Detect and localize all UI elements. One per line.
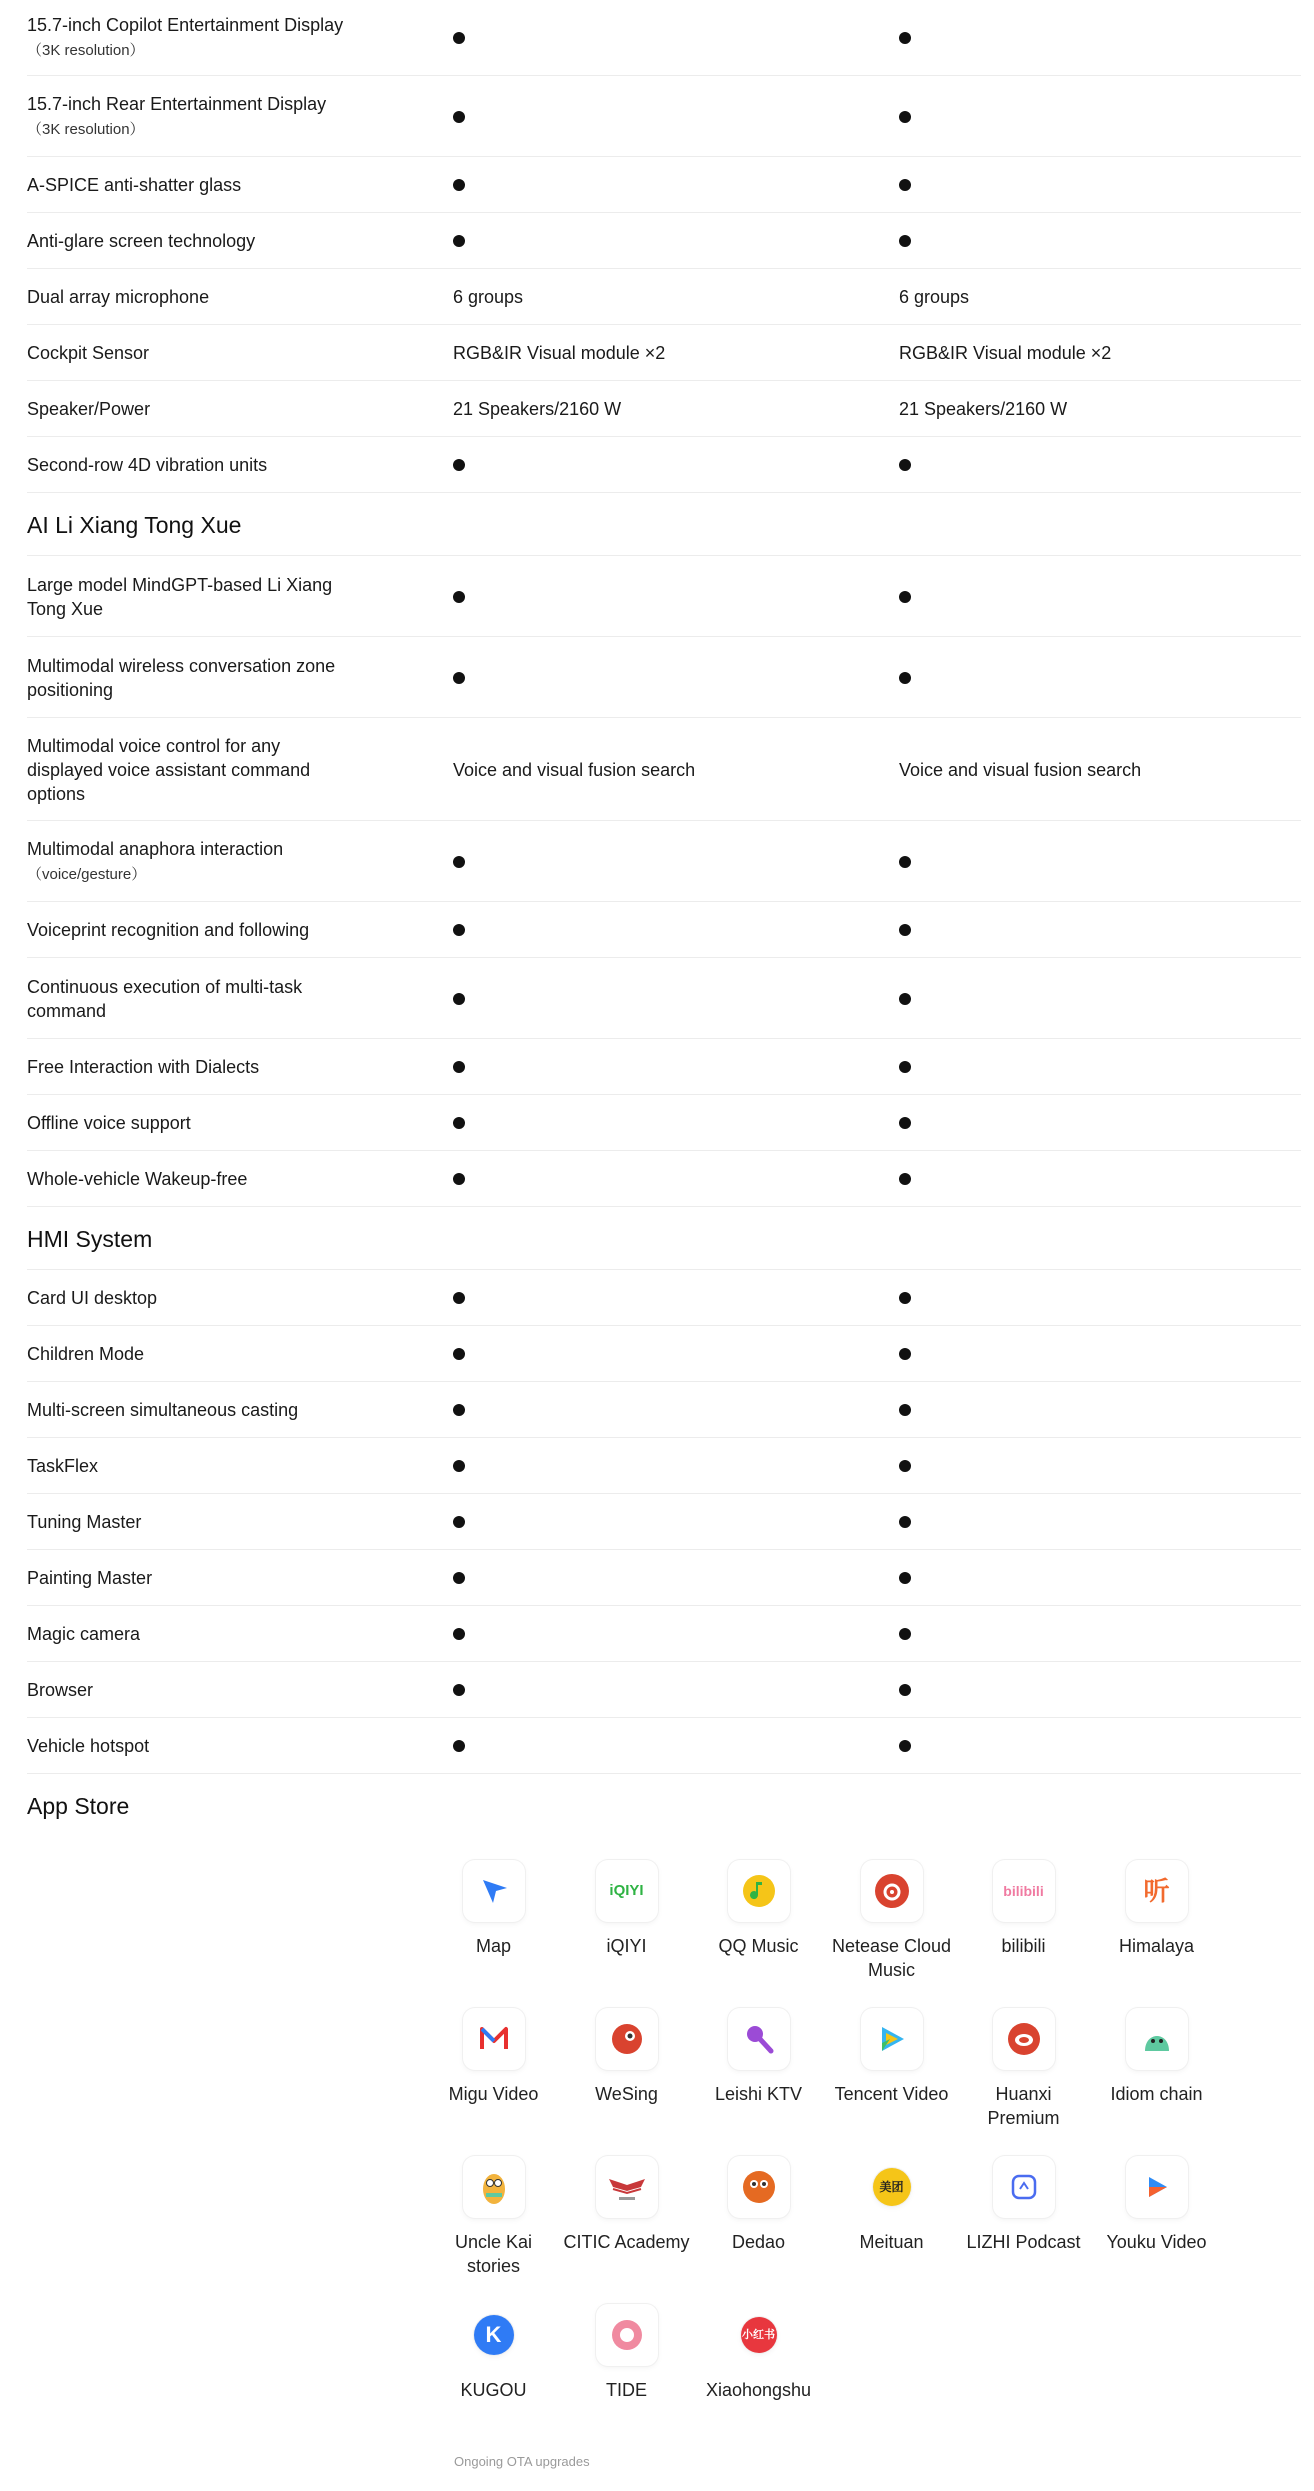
- standard-feature-dot-icon: [453, 179, 465, 191]
- spec-row: [27, 1438, 1301, 1494]
- value-col-1: [453, 987, 465, 1011]
- app-tile[interactable]: [560, 2304, 693, 2402]
- tencent-video-icon: [861, 2008, 923, 2070]
- value-col-1: [453, 1454, 465, 1478]
- spec-label-text: Voiceprint recognition and following: [27, 920, 310, 940]
- standard-feature-dot-icon: [899, 856, 911, 868]
- standard-feature-dot-icon: [899, 1684, 911, 1696]
- spec-label: [27, 1286, 347, 1310]
- lizhi-podcast-icon: [993, 2156, 1055, 2218]
- app-tile[interactable]: [427, 1860, 560, 1958]
- spec-label-note: （voice/gesture）: [27, 866, 147, 883]
- spec-label: [27, 92, 347, 142]
- spec-label: [27, 397, 347, 421]
- value-col-2: [899, 666, 911, 690]
- value-col-1: [453, 1678, 465, 1702]
- app-tile[interactable]: [957, 2156, 1090, 2254]
- spec-row: [27, 1382, 1301, 1438]
- value-col-1: [453, 1734, 465, 1758]
- spec-row: [27, 1326, 1301, 1382]
- standard-feature-dot-icon: [899, 1460, 911, 1472]
- app-tile[interactable]: [825, 1860, 958, 1982]
- spec-label: [27, 229, 347, 253]
- spec-label-text: Continuous execution of multi-task command: [27, 977, 303, 1021]
- standard-feature-dot-icon: [899, 591, 911, 603]
- youku-icon: [1126, 2156, 1188, 2218]
- bilibili-icon: [993, 1860, 1055, 1922]
- app-name: Xiaohongshu: [705, 2380, 812, 2400]
- standard-feature-dot-icon: [899, 1628, 911, 1640]
- standard-feature-dot-icon: [899, 235, 911, 247]
- value-col-2: [899, 453, 911, 477]
- standard-feature-dot-icon: [899, 924, 911, 936]
- value-col-2: [899, 918, 911, 942]
- spec-label-text: Speaker/Power: [27, 399, 151, 419]
- value-col-2: [899, 105, 911, 129]
- standard-feature-dot-icon: [453, 111, 465, 123]
- standard-feature-dot-icon: [453, 459, 465, 471]
- spec-row: [27, 1662, 1301, 1718]
- value-col-2: [899, 1454, 911, 1478]
- spec-label: [27, 285, 347, 309]
- spec-label-text: Children Mode: [27, 1344, 145, 1364]
- spec-label: [27, 654, 347, 702]
- spec-label-text: Tuning Master: [27, 1512, 142, 1532]
- uncle-kai-icon: [463, 2156, 525, 2218]
- value-col-1: [453, 26, 465, 50]
- spec-label: [27, 1055, 347, 1079]
- tide-icon: [596, 2304, 658, 2366]
- standard-feature-dot-icon: [453, 1516, 465, 1528]
- value-col-1: [453, 453, 465, 477]
- app-tile[interactable]: [560, 2156, 693, 2254]
- app-logo-text: iQIYI: [609, 1882, 644, 1899]
- standard-feature-dot-icon: [453, 32, 465, 44]
- app-name: QQ Music: [718, 1936, 799, 1956]
- app-name: Uncle Kai stories: [454, 2232, 533, 2276]
- app-tile[interactable]: [1090, 1860, 1223, 1958]
- spec-row: [27, 1550, 1301, 1606]
- standard-feature-dot-icon: [899, 32, 911, 44]
- iqiyi-icon: [596, 1860, 658, 1922]
- value-col-2: Voice and visual fusion search: [899, 760, 1142, 780]
- spec-label-text: Offline voice support: [27, 1113, 191, 1133]
- app-name: WeSing: [595, 2084, 658, 2104]
- spec-row: [27, 718, 1301, 821]
- value-col-2: [899, 229, 911, 253]
- standard-feature-dot-icon: [453, 1404, 465, 1416]
- spec-row: [27, 556, 1301, 637]
- app-name: iQIYI: [606, 1936, 647, 1956]
- app-name: Migu Video: [448, 2084, 539, 2104]
- spec-label: [27, 341, 347, 365]
- spec-label: [27, 918, 347, 942]
- value-col-2: [899, 1734, 911, 1758]
- app-name: TIDE: [605, 2380, 647, 2400]
- value-col-2: [899, 1566, 911, 1590]
- value-col-2: RGB&IR Visual module ×2: [899, 343, 1112, 363]
- spec-row: [27, 157, 1301, 213]
- app-logo-text: 小红书: [742, 2329, 775, 2341]
- standard-feature-dot-icon: [453, 924, 465, 936]
- standard-feature-dot-icon: [899, 459, 911, 471]
- app-tile[interactable]: [825, 2156, 958, 2254]
- standard-feature-dot-icon: [453, 993, 465, 1005]
- value-col-1: [453, 1566, 465, 1590]
- section-title: App Store: [27, 1793, 130, 1819]
- app-tile[interactable]: [825, 2008, 958, 2106]
- standard-feature-dot-icon: [453, 1460, 465, 1472]
- value-col-2: [899, 1622, 911, 1646]
- value-col-1: [453, 585, 465, 609]
- app-tile[interactable]: [1090, 2156, 1223, 2254]
- standard-feature-dot-icon: [453, 1173, 465, 1185]
- standard-feature-dot-icon: [899, 1061, 911, 1073]
- spec-row: [27, 902, 1301, 958]
- spec-row: [27, 1270, 1301, 1326]
- spec-row: [27, 821, 1301, 902]
- spec-row: [27, 213, 1301, 269]
- spec-label-text: TaskFlex: [27, 1456, 99, 1476]
- spec-label: [27, 573, 347, 621]
- app-tile[interactable]: [692, 2008, 825, 2106]
- spec-row: [27, 0, 1301, 76]
- huanxi-icon: [993, 2008, 1055, 2070]
- spec-label-text: A-SPICE anti-shatter glass: [27, 175, 242, 195]
- spec-label: [27, 1622, 347, 1646]
- standard-feature-dot-icon: [453, 1628, 465, 1640]
- spec-label: [27, 1510, 347, 1534]
- kugou-icon: [474, 2315, 514, 2355]
- app-name: Meituan: [859, 2232, 924, 2252]
- value-col-2: [899, 1286, 911, 1310]
- spec-row: [27, 1606, 1301, 1662]
- value-col-2: [899, 1342, 911, 1366]
- app-name: Himalaya: [1118, 1936, 1195, 1956]
- value-col-1: [453, 1055, 465, 1079]
- standard-feature-dot-icon: [899, 1516, 911, 1528]
- standard-feature-dot-icon: [899, 1348, 911, 1360]
- spec-label-text: Large model MindGPT-based Li Xiang Tong Xue: [27, 575, 333, 619]
- value-col-1: [453, 850, 465, 874]
- spec-label: [27, 453, 347, 477]
- section-title: HMI System: [27, 1226, 153, 1252]
- spec-label-text: Cockpit Sensor: [27, 343, 150, 363]
- wesing-icon: [596, 2008, 658, 2070]
- standard-feature-dot-icon: [453, 856, 465, 868]
- app-tile[interactable]: [427, 2008, 560, 2106]
- value-col-2: [899, 585, 911, 609]
- meituan-icon: [873, 2168, 911, 2206]
- value-col-1: [453, 229, 465, 253]
- app-name: Youku Video: [1106, 2232, 1207, 2252]
- spec-label-text: Browser: [27, 1680, 94, 1700]
- spec-label-text: Multi-screen simultaneous casting: [27, 1400, 299, 1420]
- standard-feature-dot-icon: [453, 1292, 465, 1304]
- dedao-icon: [728, 2156, 790, 2218]
- spec-label: [27, 975, 347, 1023]
- map-arrow-icon: [463, 1860, 525, 1922]
- standard-feature-dot-icon: [899, 179, 911, 191]
- spec-label: [27, 1167, 347, 1191]
- standard-feature-dot-icon: [899, 1173, 911, 1185]
- spec-row: [27, 325, 1301, 381]
- value-col-2: [899, 850, 911, 874]
- ota-note: Ongoing OTA upgrades: [454, 2454, 590, 2469]
- spec-row: [27, 269, 1301, 325]
- value-col-1: [453, 1111, 465, 1135]
- spec-label-text: Painting Master: [27, 1568, 153, 1588]
- app-tile[interactable]: [957, 1860, 1090, 1958]
- standard-feature-dot-icon: [899, 1404, 911, 1416]
- standard-feature-dot-icon: [899, 1572, 911, 1584]
- spec-label-text: Anti-glare screen technology: [27, 231, 256, 251]
- app-name: Leishi KTV: [714, 2084, 803, 2104]
- value-col-2: [899, 1111, 911, 1135]
- spec-label: [27, 1398, 347, 1422]
- spec-label-text: Whole-vehicle Wakeup-free: [27, 1169, 248, 1189]
- standard-feature-dot-icon: [453, 672, 465, 684]
- app-tile[interactable]: [427, 2304, 560, 2402]
- app-name: Tencent Video: [834, 2084, 949, 2104]
- value-col-2: [899, 1398, 911, 1422]
- value-col-2: [899, 1678, 911, 1702]
- app-tile[interactable]: [560, 2008, 693, 2106]
- value-col-1: [453, 1622, 465, 1646]
- value-col-1: [453, 1510, 465, 1534]
- spec-label-note: （3K resolution）: [27, 42, 145, 59]
- app-name: LIZHI Podcast: [966, 2232, 1081, 2252]
- spec-label-text: Card UI desktop: [27, 1288, 158, 1308]
- spec-row: [27, 381, 1301, 437]
- spec-label-text: 15.7-inch Copilot Entertainment Display: [27, 15, 344, 35]
- standard-feature-dot-icon: [899, 993, 911, 1005]
- value-col-1: [453, 1342, 465, 1366]
- standard-feature-dot-icon: [453, 1740, 465, 1752]
- standard-feature-dot-icon: [453, 1684, 465, 1696]
- spec-row: [27, 437, 1301, 493]
- spec-row: [27, 1718, 1301, 1774]
- leishi-ktv-icon: [728, 2008, 790, 2070]
- value-col-2: [899, 1055, 911, 1079]
- app-name: Map: [475, 1936, 511, 1956]
- value-col-2: [899, 173, 911, 197]
- app-name: Netease Cloud Music: [831, 1936, 952, 1980]
- spec-label-text: Free Interaction with Dialects: [27, 1057, 260, 1077]
- citic-academy-icon: [596, 2156, 658, 2218]
- spec-row: [27, 958, 1301, 1039]
- spec-label-text: 15.7-inch Rear Entertainment Display: [27, 94, 327, 114]
- spec-label-text: Magic camera: [27, 1624, 141, 1644]
- spec-label: [27, 1111, 347, 1135]
- value-col-1: [453, 1286, 465, 1310]
- value-col-1: [453, 666, 465, 690]
- standard-feature-dot-icon: [453, 1117, 465, 1129]
- spec-row: [27, 637, 1301, 718]
- value-col-1: 6 groups: [453, 287, 524, 307]
- app-name: Huanxi Premium: [987, 2084, 1060, 2128]
- standard-feature-dot-icon: [899, 111, 911, 123]
- spec-label: [27, 734, 347, 806]
- app-tile[interactable]: [1090, 2008, 1223, 2106]
- app-tile[interactable]: [560, 1860, 693, 1958]
- spec-label-note: （3K resolution）: [27, 121, 145, 138]
- qq-music-icon: [728, 1860, 790, 1922]
- value-col-1: [453, 173, 465, 197]
- section-header: [27, 1207, 1301, 1270]
- app-logo-text: 听: [1143, 1876, 1170, 1906]
- app-name: bilibili: [1001, 1936, 1046, 1956]
- value-col-1: 21 Speakers/2160 W: [453, 399, 622, 419]
- idiom-chain-icon: [1126, 2008, 1188, 2070]
- standard-feature-dot-icon: [899, 1740, 911, 1752]
- value-col-2: [899, 1510, 911, 1534]
- value-col-2: [899, 26, 911, 50]
- spec-label: [27, 13, 347, 63]
- value-col-1: RGB&IR Visual module ×2: [453, 343, 666, 363]
- spec-label-text: Multimodal wireless conversation zone positioning: [27, 656, 336, 700]
- value-col-1: [453, 918, 465, 942]
- standard-feature-dot-icon: [453, 1572, 465, 1584]
- app-name: Dedao: [731, 2232, 786, 2252]
- standard-feature-dot-icon: [899, 672, 911, 684]
- spec-label: [27, 173, 347, 197]
- section-header: [27, 493, 1301, 556]
- app-logo-text: K: [485, 2322, 502, 2347]
- standard-feature-dot-icon: [453, 1061, 465, 1073]
- spec-label-text: Multimodal voice control for any displayed voice assistant command options: [27, 736, 311, 804]
- spec-label: [27, 837, 347, 887]
- value-col-1: [453, 1398, 465, 1422]
- app-tile[interactable]: [692, 2304, 825, 2402]
- spec-label-text: Multimodal anaphora interaction: [27, 839, 284, 859]
- spec-row: [27, 1151, 1301, 1207]
- value-col-1: Voice and visual fusion search: [453, 760, 696, 780]
- spec-label-text: Dual array microphone: [27, 287, 210, 307]
- spec-row: [27, 1494, 1301, 1550]
- standard-feature-dot-icon: [453, 1348, 465, 1360]
- himalaya-icon: [1126, 1860, 1188, 1922]
- spec-label-text: Vehicle hotspot: [27, 1736, 150, 1756]
- app-logo-text: bilibili: [1003, 1883, 1044, 1899]
- app-name: Idiom chain: [1110, 2084, 1203, 2104]
- standard-feature-dot-icon: [899, 1117, 911, 1129]
- standard-feature-dot-icon: [899, 1292, 911, 1304]
- app-logo-text: 美团: [879, 2180, 904, 2194]
- spec-row: [27, 1095, 1301, 1151]
- spec-label: [27, 1566, 347, 1590]
- app-tile[interactable]: [427, 2156, 560, 2278]
- app-tile[interactable]: [692, 1860, 825, 1958]
- spec-label-text: Second-row 4D vibration units: [27, 455, 268, 475]
- value-col-2: [899, 1167, 911, 1191]
- app-name: KUGOU: [460, 2380, 527, 2400]
- spec-label: [27, 1342, 347, 1366]
- standard-feature-dot-icon: [453, 591, 465, 603]
- app-tile[interactable]: [692, 2156, 825, 2254]
- spec-row: [27, 1039, 1301, 1095]
- migu-video-icon: [463, 2008, 525, 2070]
- spec-label: [27, 1678, 347, 1702]
- spec-label: [27, 1734, 347, 1758]
- app-name: CITIC Academy: [563, 2232, 690, 2252]
- spec-row: [27, 76, 1301, 157]
- standard-feature-dot-icon: [453, 235, 465, 247]
- value-col-1: [453, 105, 465, 129]
- netease-music-icon: [861, 1860, 923, 1922]
- value-col-2: [899, 987, 911, 1011]
- spec-label: [27, 1454, 347, 1478]
- value-col-2: 21 Speakers/2160 W: [899, 399, 1068, 419]
- xiaohongshu-icon: [741, 2317, 777, 2353]
- app-tile[interactable]: [957, 2008, 1090, 2130]
- value-col-1: [453, 1167, 465, 1191]
- value-col-2: 6 groups: [899, 287, 970, 307]
- section-title: AI Li Xiang Tong Xue: [27, 512, 242, 538]
